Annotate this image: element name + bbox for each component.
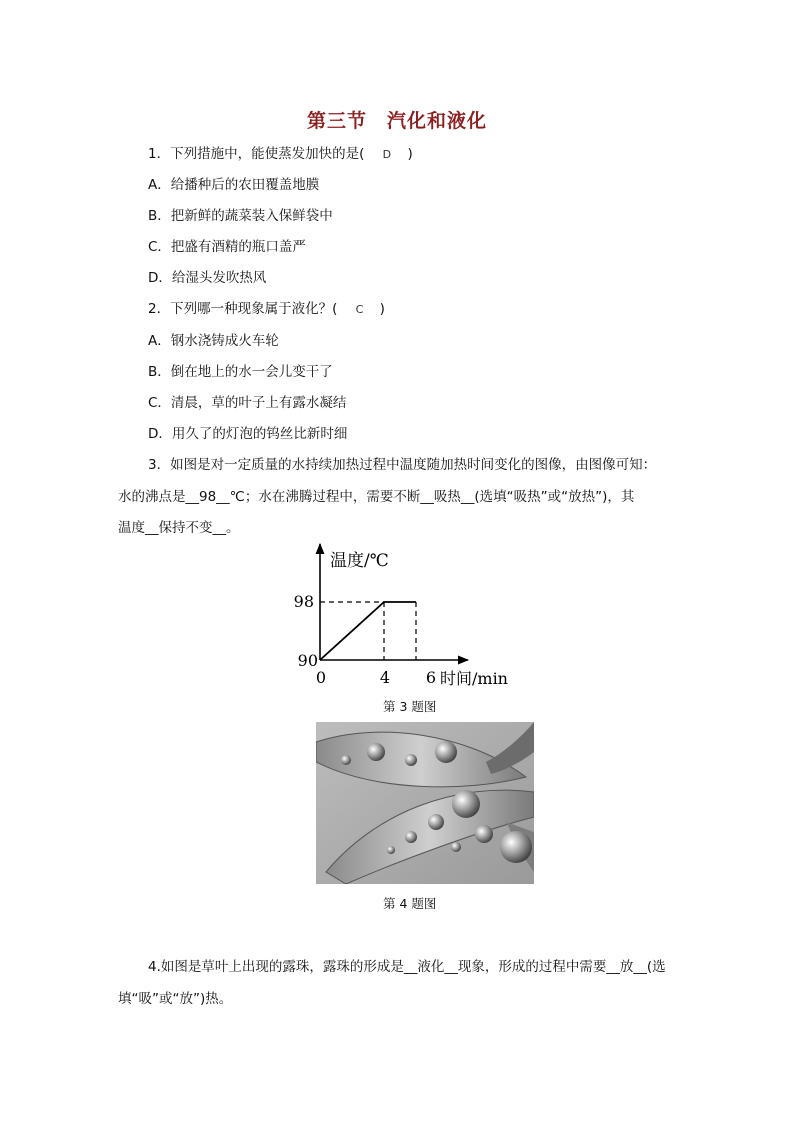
page-title: 第三节 汽化和液化 xyxy=(306,110,487,132)
y-tick-label-98: 98 xyxy=(293,592,314,611)
question-3-line-3: 温度__保持不变__。 xyxy=(118,520,240,536)
question-1-option-c: C．把盛有酒精的瓶口盖严 xyxy=(148,239,306,255)
x-tick-label-4: 4 xyxy=(379,668,391,687)
question-4-line-1: 4.如图是草叶上出现的露珠，露珠的形成是__液化__现象，形成的过程中需要__放__(选 xyxy=(148,959,666,975)
temperature-time-chart xyxy=(292,540,532,692)
question-2-option-b: B．倒在地上的水一会儿变干了 xyxy=(148,364,333,380)
question-2-option-a: A．钢水浇铸成火车轮 xyxy=(148,333,279,349)
question-3-line-2: 水的沸点是__98__℃；水在沸腾过程中，需要不断__吸热__(选填“吸热”或“放热”)，其 xyxy=(118,489,635,505)
question-2-option-d: D．用久了的灯泡的钨丝比新时细 xyxy=(148,426,348,442)
question-1-option-d: D．给湿头发吹热风 xyxy=(148,270,267,286)
question-2-option-c: C．清晨，草的叶子上有露水凝结 xyxy=(148,395,347,411)
question-1-option-a: A．给播种后的农田覆盖地膜 xyxy=(148,177,320,193)
y-axis-label: 温度/℃ xyxy=(330,551,389,571)
temperature-line xyxy=(320,602,416,660)
question-2-answer: C xyxy=(355,303,364,316)
x-tick-label-0: 0 xyxy=(315,668,327,687)
question-2-stem: 2．下列哪一种现象属于液化？( C ) xyxy=(148,301,385,317)
question-1-answer: D xyxy=(382,148,392,161)
question-1-stem: 1．下列措施中，能使蒸发加快的是( D ) xyxy=(148,146,413,162)
x-axis-label: 时间/min xyxy=(440,669,508,688)
dew-drops-photo xyxy=(316,722,534,884)
figure-4-caption: 第 4 题图 xyxy=(383,896,437,911)
figure-3-caption: 第 3 题图 xyxy=(383,699,437,714)
x-tick-label-6: 6 xyxy=(425,668,437,687)
question-1-option-b: B．把新鲜的蔬菜装入保鲜袋中 xyxy=(148,208,333,224)
y-tick-label-90: 90 xyxy=(297,651,318,670)
question-4-line-2: 填“吸”或“放”)热。 xyxy=(118,991,233,1007)
question-3-line-1: 3．如图是对一定质量的水持续加热过程中温度随加热时间变化的图像，由图像可知： xyxy=(148,457,657,473)
